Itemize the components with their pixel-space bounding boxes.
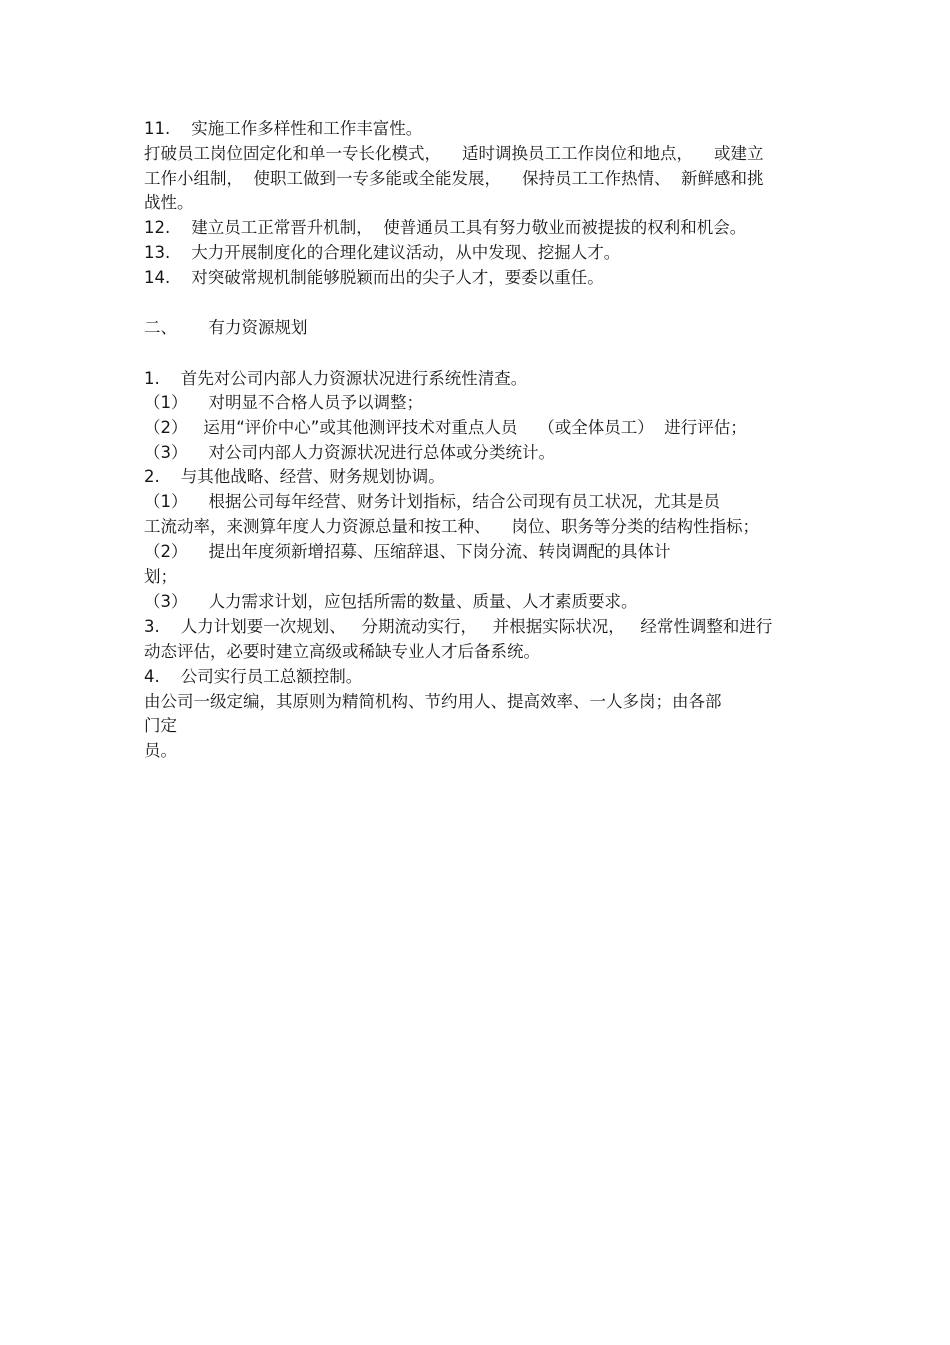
item-11-body-line-3: 战性。: [144, 193, 194, 212]
item-2-sub-2-line-1: （2） 提出年度须新增招募、压缩辞退、下岗分流、转岗调配的具体计: [144, 542, 671, 561]
item-2-sub-1-line-2: 工流动率，来测算年度人力资源总量和按工种、 岗位、职务等分类的结构性指标；: [144, 517, 759, 536]
item-12: 12. 建立员工正常晋升机制， 使普通员工具有努力敬业而被提拔的权利和机会。: [144, 218, 747, 237]
item-11-heading: 11. 实施工作多样性和工作丰富性。: [144, 119, 423, 138]
item-11-body-line-2: 工作小组制， 使职工做到一专多能或全能发展， 保持员工工作热情、 新鲜感和挑: [144, 169, 764, 188]
item-2-sub-3: （3） 人力需求计划，应包括所需的数量、质量、人才素质要求。: [144, 592, 638, 611]
item-11-body-line-1: 打破员工岗位固定化和单一专长化模式， 适时调换员工工作岗位和地点， 或建立: [144, 144, 764, 163]
item-13: 13. 大力开展制度化的合理化建议活动，从中发现、挖掘人才。: [144, 243, 621, 262]
item-4-body-line-1: 由公司一级定编，其原则为精简机构、节约用人、提高效率、一人多岗；由各部: [144, 692, 722, 711]
item-1-heading: 1. 首先对公司内部人力资源状况进行系统性清查。: [144, 369, 528, 388]
item-4-body-line-3: 员。: [144, 741, 177, 760]
section-2-heading: 二、 有力资源规划: [144, 318, 308, 337]
item-1-sub-1: （1） 对明显不合格人员予以调整；: [144, 393, 423, 412]
item-4-heading: 4. 公司实行员工总额控制。: [144, 667, 363, 686]
item-3-line-1: 3. 人力计划要一次规划、 分期流动实行， 并根据实际状况， 经常性调整和进行: [144, 617, 773, 636]
item-1-sub-3: （3） 对公司内部人力资源状况进行总体或分类统计。: [144, 443, 555, 462]
item-14: 14. 对突破常规机制能够脱颖而出的尖子人才，要委以重任。: [144, 268, 604, 287]
item-2-heading: 2. 与其他战略、经营、财务规划协调。: [144, 467, 445, 486]
item-2-sub-1-line-1: （1） 根据公司每年经营、财务计划指标，结合公司现有员工状况，尤其是员: [144, 492, 720, 511]
item-1-sub-2: （2） 运用“评价中心”或其他测评技术对重点人员 （或全体员工） 进行评估；: [144, 418, 747, 437]
item-4-body-line-2: 门定: [144, 716, 177, 735]
item-3-line-2: 动态评估，必要时建立高级或稀缺专业人才后备系统。: [144, 642, 540, 661]
item-2-sub-2-line-2: 划；: [144, 567, 177, 586]
